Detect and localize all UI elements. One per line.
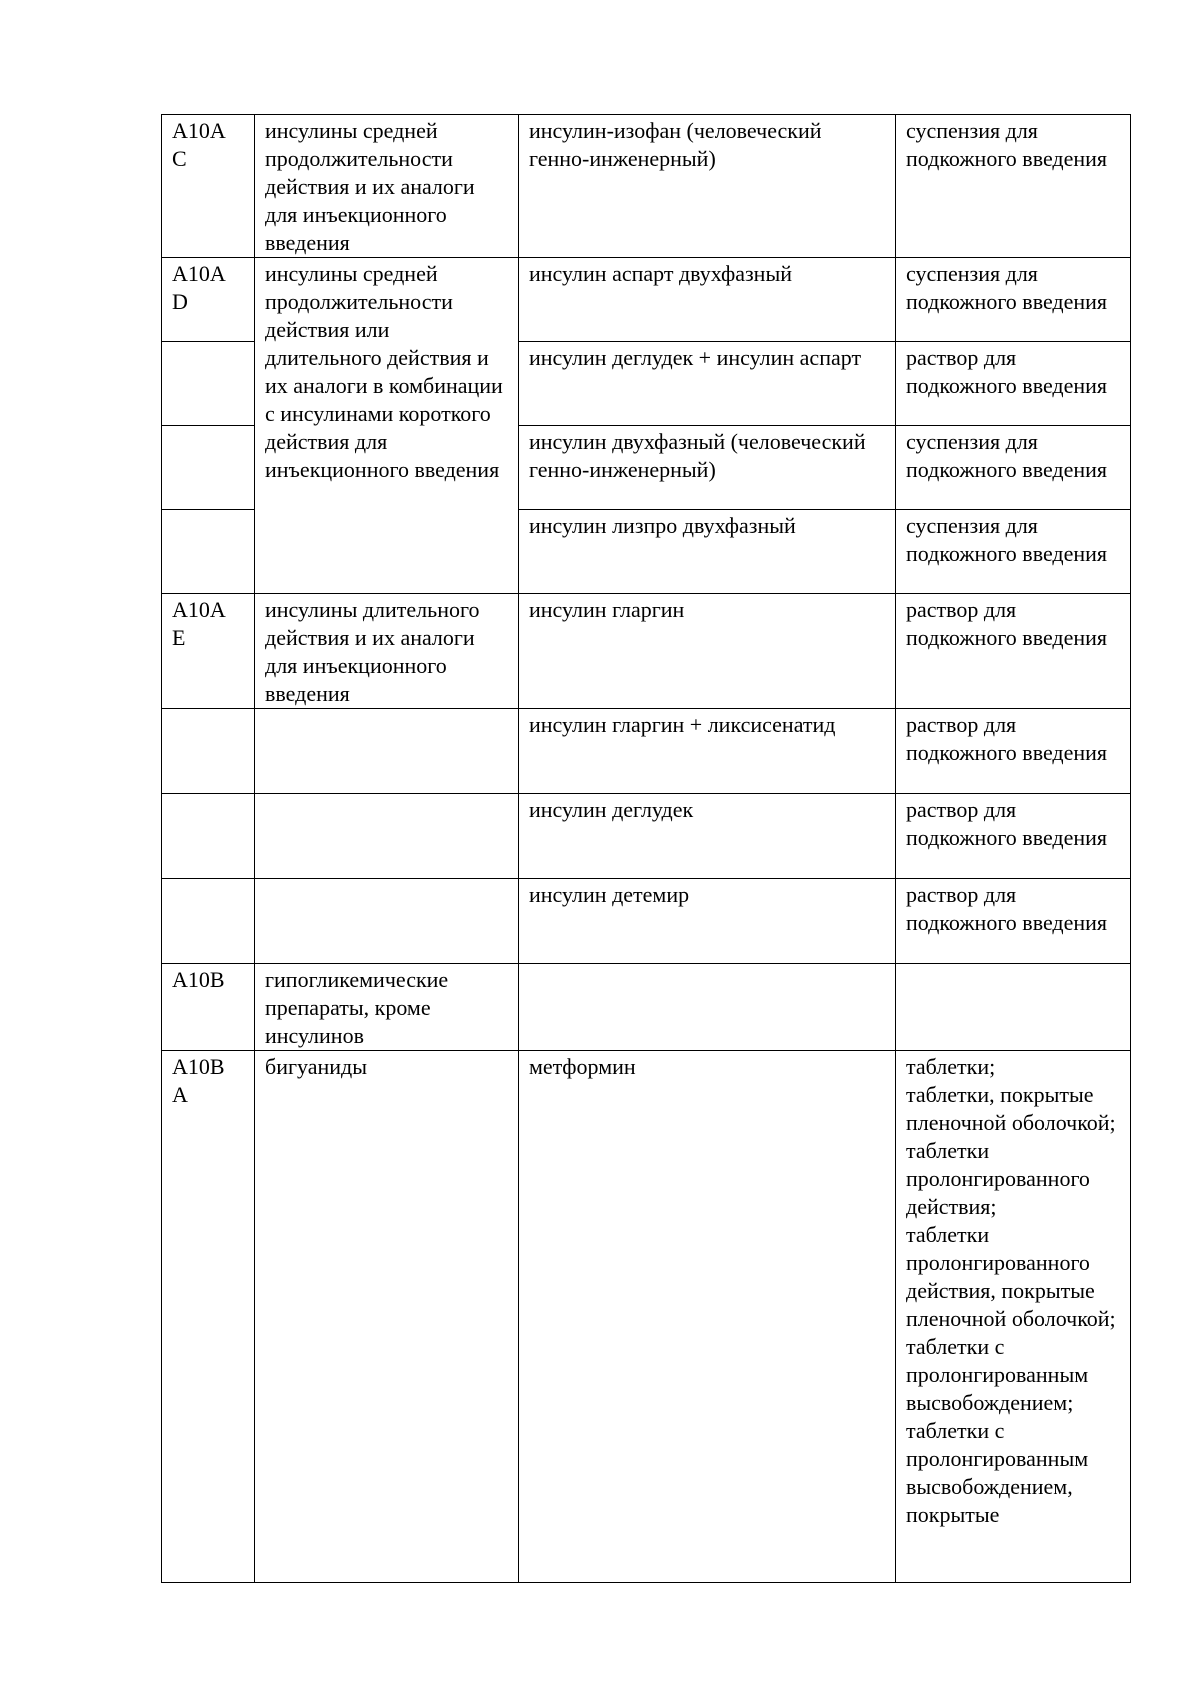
- drug-name: инсулин гларгин: [529, 597, 685, 622]
- drug-name: инсулин аспарт двухфазный: [529, 261, 793, 286]
- drug-cell: [519, 879, 896, 964]
- form-cell: [896, 342, 1131, 426]
- atc-code-cell: [162, 426, 255, 510]
- drug-cell: [519, 115, 896, 258]
- group-cell: [255, 594, 519, 709]
- table-row: [162, 964, 1131, 1051]
- atc-code-cell: [162, 115, 255, 258]
- dosage-form: раствор для подкожного введения: [906, 882, 1108, 935]
- table-row: [162, 709, 1131, 794]
- form-cell: [896, 964, 1131, 1051]
- atc-code: A10A C: [172, 118, 226, 171]
- form-cell: [896, 879, 1131, 964]
- form-cell: [896, 594, 1131, 709]
- table-row: [162, 258, 1131, 342]
- atc-code: A10B: [172, 967, 225, 992]
- atc-code: A10A D: [172, 261, 226, 314]
- drug-cell: [519, 426, 896, 510]
- dosage-form: суспензия для подкожного введения: [906, 513, 1108, 566]
- dosage-form: раствор для подкожного введения: [906, 712, 1108, 765]
- group-cell: [255, 1051, 519, 1583]
- atc-code-cell: [162, 1051, 255, 1583]
- group-name: инсулины средней продолжительности действия и их аналоги для инъекционного введения: [265, 118, 475, 255]
- dosage-form: раствор для подкожного введения: [906, 345, 1108, 398]
- group-cell: [255, 709, 519, 794]
- dosage-form: раствор для подкожного введения: [906, 597, 1108, 650]
- dosage-form: таблетки; таблетки, покрытые пленочной оболочкой; таблетки пролонгированного действия; таблетки пролонгированного действия, покрытые пленочной оболочкой; таблетки с пролонгированным высвобождением; таблетки с пролонгированным высвобождением, покрытые: [906, 1054, 1116, 1527]
- drug-cell: [519, 1051, 896, 1583]
- atc-code-cell: [162, 258, 255, 342]
- atc-code-cell: [162, 794, 255, 879]
- atc-code-cell: [162, 510, 255, 594]
- dosage-form: раствор для подкожного введения: [906, 797, 1108, 850]
- drug-cell: [519, 258, 896, 342]
- form-cell: [896, 510, 1131, 594]
- dosage-form: суспензия для подкожного введения: [906, 429, 1108, 482]
- form-cell: [896, 794, 1131, 879]
- table-row: [162, 115, 1131, 258]
- drug-name: инсулин деглудек + инсулин аспарт: [529, 345, 862, 370]
- drug-name: метформин: [529, 1054, 636, 1079]
- group-name: гипогликемические препараты, кроме инсулинов: [265, 967, 449, 1048]
- table-row: [162, 794, 1131, 879]
- drug-cell: [519, 964, 896, 1051]
- atc-code: A10B A: [172, 1054, 225, 1107]
- drug-name: инсулин двухфазный (человеческий генно-инженерный): [529, 429, 866, 482]
- form-cell: [896, 426, 1131, 510]
- drug-name: инсулин гларгин + ликсисенатид: [529, 712, 836, 737]
- atc-code-cell: [162, 879, 255, 964]
- group-cell: [255, 258, 519, 594]
- table-row: [162, 879, 1131, 964]
- atc-code-cell: [162, 709, 255, 794]
- form-cell: [896, 709, 1131, 794]
- drug-cell: [519, 594, 896, 709]
- table-row: [162, 1051, 1131, 1583]
- group-name: инсулины средней продолжительности действия или длительного действия и их аналоги в комбинации с инсулинами короткого действия для инъекционного введения: [265, 261, 503, 482]
- drug-cell: [519, 342, 896, 426]
- drug-name: инсулин деглудек: [529, 797, 694, 822]
- group-cell: [255, 794, 519, 879]
- group-name: инсулины длительного действия и их аналоги для инъекционного введения: [265, 597, 480, 706]
- dosage-form: суспензия для подкожного введения: [906, 261, 1108, 314]
- drug-cell: [519, 794, 896, 879]
- drug-cell: [519, 709, 896, 794]
- drug-classification-table: [161, 114, 1131, 1583]
- atc-code-cell: [162, 964, 255, 1051]
- form-cell: [896, 1051, 1131, 1583]
- group-cell: [255, 879, 519, 964]
- atc-code-cell: [162, 342, 255, 426]
- group-cell: [255, 964, 519, 1051]
- form-cell: [896, 258, 1131, 342]
- atc-code-cell: [162, 594, 255, 709]
- table-row: [162, 594, 1131, 709]
- form-cell: [896, 115, 1131, 258]
- drug-cell: [519, 510, 896, 594]
- dosage-form: суспензия для подкожного введения: [906, 118, 1108, 171]
- group-cell: [255, 115, 519, 258]
- drug-name: инсулин-изофан (человеческий генно-инженерный): [529, 118, 822, 171]
- drug-name: инсулин лизпро двухфазный: [529, 513, 796, 538]
- atc-code: A10A E: [172, 597, 226, 650]
- drug-name: инсулин детемир: [529, 882, 690, 907]
- group-name: бигуаниды: [265, 1054, 367, 1079]
